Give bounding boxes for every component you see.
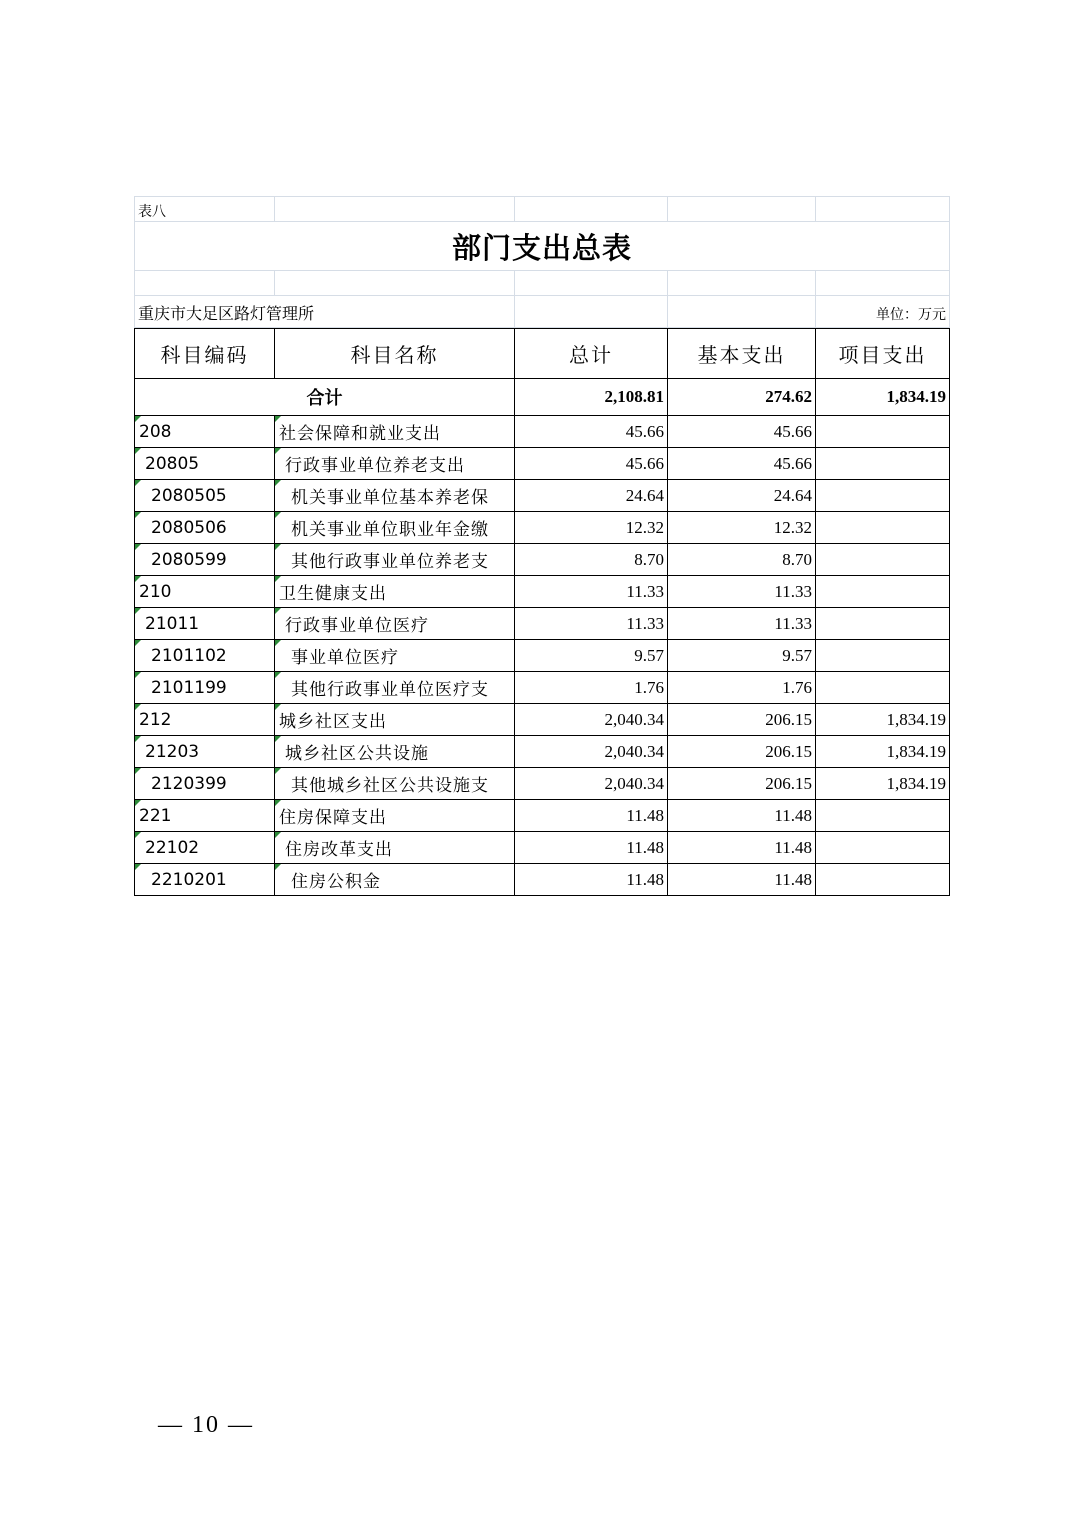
row-total: 11.33	[515, 608, 668, 640]
row-project	[816, 512, 950, 544]
row-code: 2080505	[135, 480, 275, 512]
row-code: 2101199	[135, 672, 275, 704]
row-name: 机关事业单位职业年金缴	[275, 512, 515, 544]
table-row	[135, 512, 950, 544]
row-project	[816, 672, 950, 704]
row-basic: 11.48	[668, 800, 816, 832]
row-code: 212	[135, 704, 275, 736]
row-total: 11.48	[515, 800, 668, 832]
row-code: 22102	[135, 832, 275, 864]
row-name: 住房改革支出	[275, 832, 515, 864]
total-basic: 274.62	[668, 379, 816, 416]
row-basic: 11.33	[668, 576, 816, 608]
header-name: 科目名称	[275, 329, 515, 379]
table-row	[135, 736, 950, 768]
row-project	[816, 448, 950, 480]
table-row	[135, 416, 950, 448]
row-name: 其他城乡社区公共设施支	[275, 768, 515, 800]
table-row	[135, 672, 950, 704]
row-code: 2080599	[135, 544, 275, 576]
row-project	[816, 608, 950, 640]
total-project: 1,834.19	[816, 379, 950, 416]
row-project: 1,834.19	[816, 768, 950, 800]
row-total: 11.48	[515, 832, 668, 864]
row-basic: 1.76	[668, 672, 816, 704]
spreadsheet-sheet	[134, 196, 949, 896]
row-code: 210	[135, 576, 275, 608]
row-code: 208	[135, 416, 275, 448]
row-total: 8.70	[515, 544, 668, 576]
row-basic: 45.66	[668, 448, 816, 480]
page-title: 部门支出总表	[135, 222, 950, 271]
row-name: 行政事业单位医疗	[275, 608, 515, 640]
header-code: 科目编码	[135, 329, 275, 379]
row-name: 城乡社区支出	[275, 704, 515, 736]
row-basic: 8.70	[668, 544, 816, 576]
table-row	[135, 640, 950, 672]
row-code: 20805	[135, 448, 275, 480]
table-label: 表八	[135, 197, 275, 222]
expenditure-table	[134, 328, 950, 896]
row-code: 2120399	[135, 768, 275, 800]
row-basic: 206.15	[668, 736, 816, 768]
row-project: 1,834.19	[816, 736, 950, 768]
row-name: 机关事业单位基本养老保	[275, 480, 515, 512]
row-name: 其他行政事业单位养老支	[275, 544, 515, 576]
table-row	[135, 800, 950, 832]
row-total: 2,040.34	[515, 736, 668, 768]
row-name: 住房公积金	[275, 864, 515, 896]
header-total: 总计	[515, 329, 668, 379]
row-project	[816, 416, 950, 448]
table-row	[135, 448, 950, 480]
row-code: 221	[135, 800, 275, 832]
row-name: 行政事业单位养老支出	[275, 448, 515, 480]
table-header-row	[135, 329, 950, 379]
row-name: 其他行政事业单位医疗支	[275, 672, 515, 704]
table-row	[135, 832, 950, 864]
row-name: 社会保障和就业支出	[275, 416, 515, 448]
row-code: 2080506	[135, 512, 275, 544]
total-label: 合计	[135, 379, 515, 416]
row-total: 2,040.34	[515, 704, 668, 736]
page-number: — 10 —	[158, 1412, 254, 1438]
table-row	[135, 608, 950, 640]
row-total: 24.64	[515, 480, 668, 512]
row-total: 11.33	[515, 576, 668, 608]
row-project	[816, 864, 950, 896]
row-basic: 9.57	[668, 640, 816, 672]
table-row	[135, 704, 950, 736]
header-project: 项目支出	[816, 329, 950, 379]
row-basic: 11.48	[668, 832, 816, 864]
row-name: 城乡社区公共设施	[275, 736, 515, 768]
row-basic: 206.15	[668, 768, 816, 800]
row-total: 12.32	[515, 512, 668, 544]
total-row	[135, 379, 950, 416]
row-project	[816, 576, 950, 608]
row-total: 1.76	[515, 672, 668, 704]
row-project: 1,834.19	[816, 704, 950, 736]
row-name: 事业单位医疗	[275, 640, 515, 672]
row-basic: 11.33	[668, 608, 816, 640]
row-basic: 11.48	[668, 864, 816, 896]
row-project	[816, 544, 950, 576]
row-code: 2210201	[135, 864, 275, 896]
unit-label: 单位：万元	[816, 296, 950, 328]
row-basic: 206.15	[668, 704, 816, 736]
table-row	[135, 544, 950, 576]
row-total: 11.48	[515, 864, 668, 896]
organization-name: 重庆市大足区路灯管理所	[135, 296, 515, 328]
row-project	[816, 800, 950, 832]
row-basic: 12.32	[668, 512, 816, 544]
row-project	[816, 640, 950, 672]
table-row	[135, 864, 950, 896]
row-code: 2101102	[135, 640, 275, 672]
row-code: 21203	[135, 736, 275, 768]
row-project	[816, 480, 950, 512]
table-row	[135, 480, 950, 512]
row-basic: 45.66	[668, 416, 816, 448]
row-name: 住房保障支出	[275, 800, 515, 832]
table-row	[135, 768, 950, 800]
row-project	[816, 832, 950, 864]
row-total: 9.57	[515, 640, 668, 672]
total-sum: 2,108.81	[515, 379, 668, 416]
row-total: 2,040.34	[515, 768, 668, 800]
table-row	[135, 576, 950, 608]
sheet-header-grid	[134, 196, 950, 328]
row-total: 45.66	[515, 416, 668, 448]
row-total: 45.66	[515, 448, 668, 480]
header-basic: 基本支出	[668, 329, 816, 379]
row-code: 21011	[135, 608, 275, 640]
row-basic: 24.64	[668, 480, 816, 512]
row-name: 卫生健康支出	[275, 576, 515, 608]
